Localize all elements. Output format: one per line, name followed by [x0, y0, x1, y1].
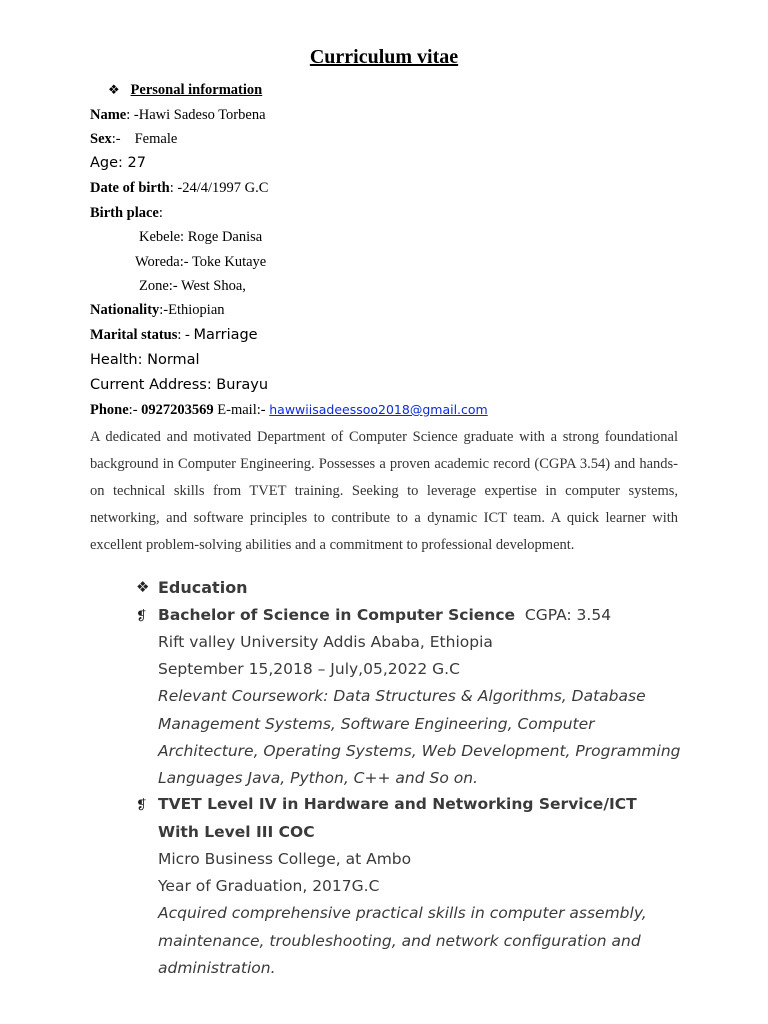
address-row: Current Address: Burayu	[90, 377, 269, 393]
marital-row	[90, 325, 258, 345]
nationality-row	[90, 300, 225, 320]
diamond-bullet-icon: ❖	[136, 578, 150, 596]
dob-value: : -24/4/1997 G.C	[169, 180, 269, 196]
degree1-dates: September 15,2018 – July,05,2022 G.C	[158, 660, 460, 678]
degree1-coursework-line: Languages Java, Python, C++ and So on.	[158, 769, 478, 787]
degree2-graduation: Year of Graduation, 2017G.C	[158, 877, 380, 895]
nationality-label: Nationality	[90, 302, 160, 318]
diamond-outline-bullet-icon: ❡	[136, 609, 147, 624]
degree2-title-line2: With Level III COC	[158, 823, 315, 841]
birthplace-row	[90, 203, 163, 223]
name-label: Name	[90, 107, 127, 123]
sex-value: Female	[134, 131, 178, 147]
woreda-row: Woreda:- Toke Kutaye	[135, 254, 267, 270]
phone-label: Phone	[90, 402, 129, 418]
zone-row: Zone:- West Shoa,	[139, 278, 246, 294]
page-title: Curriculum vitae	[309, 46, 459, 68]
marital-separator: : -	[177, 327, 194, 343]
degree1-coursework-line: Relevant Coursework: Data Structures & Algorithms, Database	[158, 687, 646, 705]
degree2-desc-line: maintenance, troubleshooting, and network configuration and	[158, 932, 641, 950]
degree1-coursework-line: Architecture, Operating Systems, Web Development, Programming	[158, 742, 681, 760]
degree1-school: Rift valley University Addis Ababa, Ethiopia	[158, 633, 493, 651]
degree2-bullet	[136, 791, 147, 819]
health-row: Health: Normal	[90, 352, 200, 368]
phone-value: 0927203569	[141, 402, 214, 418]
name-separator: : -	[126, 107, 139, 123]
sex-separator: :-	[111, 131, 121, 147]
personal-info-heading-label: Personal information	[130, 82, 263, 98]
nationality-value: :-Ethiopian	[159, 302, 225, 318]
personal-info-heading	[108, 80, 262, 100]
degree1-title-line	[158, 602, 611, 629]
degree1-coursework-line: Management Systems, Software Engineering, Computer	[158, 715, 595, 733]
sex-row	[90, 129, 177, 149]
phone-separator: :-	[128, 402, 142, 418]
education-heading	[136, 574, 248, 601]
degree2-desc-line: Acquired comprehensive practical skills in computer assembly,	[158, 904, 647, 922]
degree1-cgpa: CGPA: 3.54	[524, 606, 612, 624]
sex-label: Sex	[90, 131, 112, 147]
degree2-school: Micro Business College, at Ambo	[158, 850, 412, 868]
degree1-title-row	[136, 602, 147, 630]
birthplace-label: Birth place	[90, 205, 159, 221]
professional-summary: A dedicated and motivated Department of Computer Science graduate with a strong foundational background in Computer Engineering. Possesses a proven academic record (CGPA 3.54) and hands-on technical skills from TVET training. Seeking to leverage expertise in computer systems, networking, and software principles to contribute to a dynamic ICT team. A quick learner with excellent problem-solving abilities and a commitment to professional development.	[90, 429, 678, 553]
kebele-row: Kebele: Roge Danisa	[139, 229, 263, 245]
name-value: Hawi Sadeso Torbena	[138, 107, 266, 123]
email-label: E-mail:-	[213, 402, 270, 418]
dob-label: Date of birth	[90, 180, 170, 196]
email-link[interactable]: hawwiisadeessoo2018@gmail.com	[269, 402, 488, 417]
marital-label: Marital status	[90, 327, 178, 343]
degree2-desc-line: administration.	[158, 959, 276, 977]
dob-row	[90, 178, 268, 198]
diamond-outline-bullet-icon: ❡	[136, 798, 147, 813]
diamond-bullet-icon: ❖	[108, 82, 120, 97]
degree1-title: Bachelor of Science in Computer Science	[158, 606, 516, 624]
education-heading-label: Education	[158, 578, 248, 597]
birthplace-separator: :	[158, 205, 163, 221]
contact-row	[90, 400, 488, 420]
name-row	[90, 105, 266, 125]
degree2-title-line1: TVET Level IV in Hardware and Networking Service/ICT	[158, 795, 637, 813]
marital-value: Marriage	[193, 327, 258, 343]
age-row: Age: 27	[90, 155, 146, 171]
